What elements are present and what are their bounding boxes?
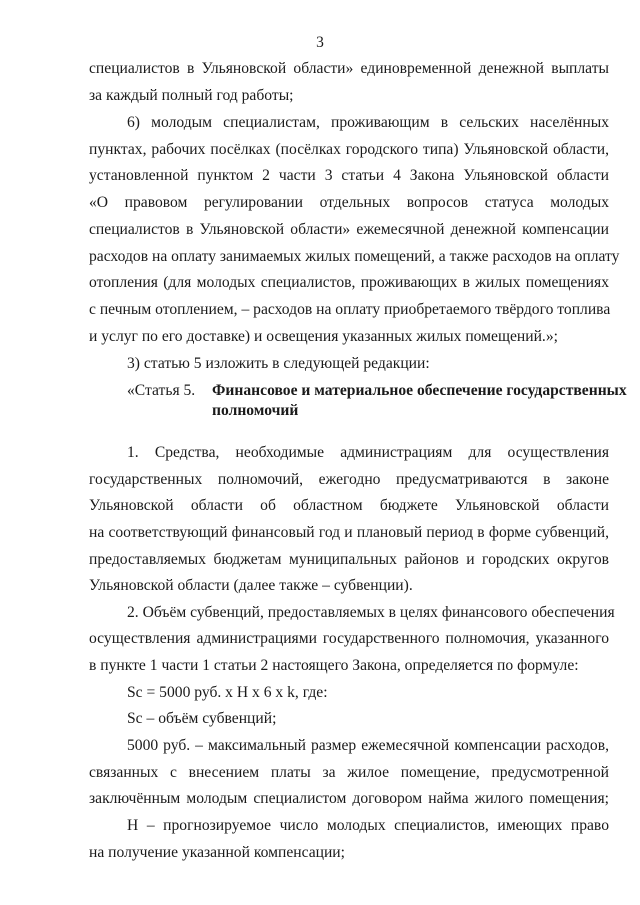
text-line: на соответствующий финансовый год и плановый период в форме субвенций, xyxy=(89,524,609,541)
page-number: 3 xyxy=(316,34,324,51)
text-line: за каждый полный год работы; xyxy=(89,87,294,104)
text-line: Sc – объём субвенций; xyxy=(127,710,277,727)
text-line: 3) статью 5 изложить в следующей редакции: xyxy=(127,355,430,372)
text-line: предоставляемых бюджетам муниципальных районов и городских округов xyxy=(89,551,609,568)
text-line: в пункте 1 части 1 статьи 2 настоящего Закона, определяется по формуле: xyxy=(89,657,579,674)
text-line: специалистов в Ульяновской области» единовременной денежной выплаты xyxy=(89,60,609,77)
text-line: осуществления администрациями государственного полномочия, указанного xyxy=(89,630,609,647)
text-line: Н – прогнозируемое число молодых специалистов, имеющих право xyxy=(127,817,609,834)
article-title-line-2: полномочий xyxy=(212,402,299,419)
text-line: «О правовом регулировании отдельных вопросов статуса молодых xyxy=(89,194,609,211)
article-label: «Статья 5. xyxy=(127,382,196,399)
text-line: расходов на оплату занимаемых жилых помещений, а также расходов на оплату xyxy=(89,248,620,265)
text-line: с печным отоплением, – расходов на оплату приобретаемого твёрдого топлива xyxy=(89,301,611,318)
text-line: и услуг по его доставке) и освещения указанных жилых помещений.»; xyxy=(89,328,558,345)
text-line: государственных полномочий, ежегодно предусматриваются в законе xyxy=(89,471,609,488)
text-line: Ульяновской области (далее также – субвенции). xyxy=(89,577,413,594)
text-line: Ульяновской области об областном бюджете Ульяновской области xyxy=(89,497,609,514)
text-line: 2. Объём субвенций, предоставляемых в целях финансового обеспечения xyxy=(127,604,615,621)
text-line: связанных с внесением платы за жилое помещение, предусмотренной xyxy=(89,764,609,781)
text-line: 5000 руб. – максимальный размер ежемесячной компенсации расходов, xyxy=(127,737,609,754)
text-line: пунктах, рабочих посёлках (посёлках городского типа) Ульяновской области, xyxy=(89,141,609,158)
article-title-line-1: Финансовое и материальное обеспечение государственных xyxy=(212,382,627,399)
text-line: на получение указанной компенсации; xyxy=(89,844,345,861)
formula-line: Sc = 5000 руб. x Н x 6 x k, где: xyxy=(127,684,328,701)
text-line: заключённым молодым специалистом договором найма жилого помещения; xyxy=(89,790,609,807)
text-line: установленной пунктом 2 части 3 статьи 4 Закона Ульяновской области xyxy=(89,167,609,184)
text-line: отопления (для молодых специалистов, проживающих в жилых помещениях xyxy=(89,274,609,291)
text-line: 6) молодым специалистам, проживающим в сельских населённых xyxy=(127,114,609,131)
text-line: специалистов в Ульяновской области» ежемесячной денежной компенсации xyxy=(89,221,609,238)
text-line: 1. Средства, необходимые администрациям для осуществления xyxy=(127,444,609,461)
